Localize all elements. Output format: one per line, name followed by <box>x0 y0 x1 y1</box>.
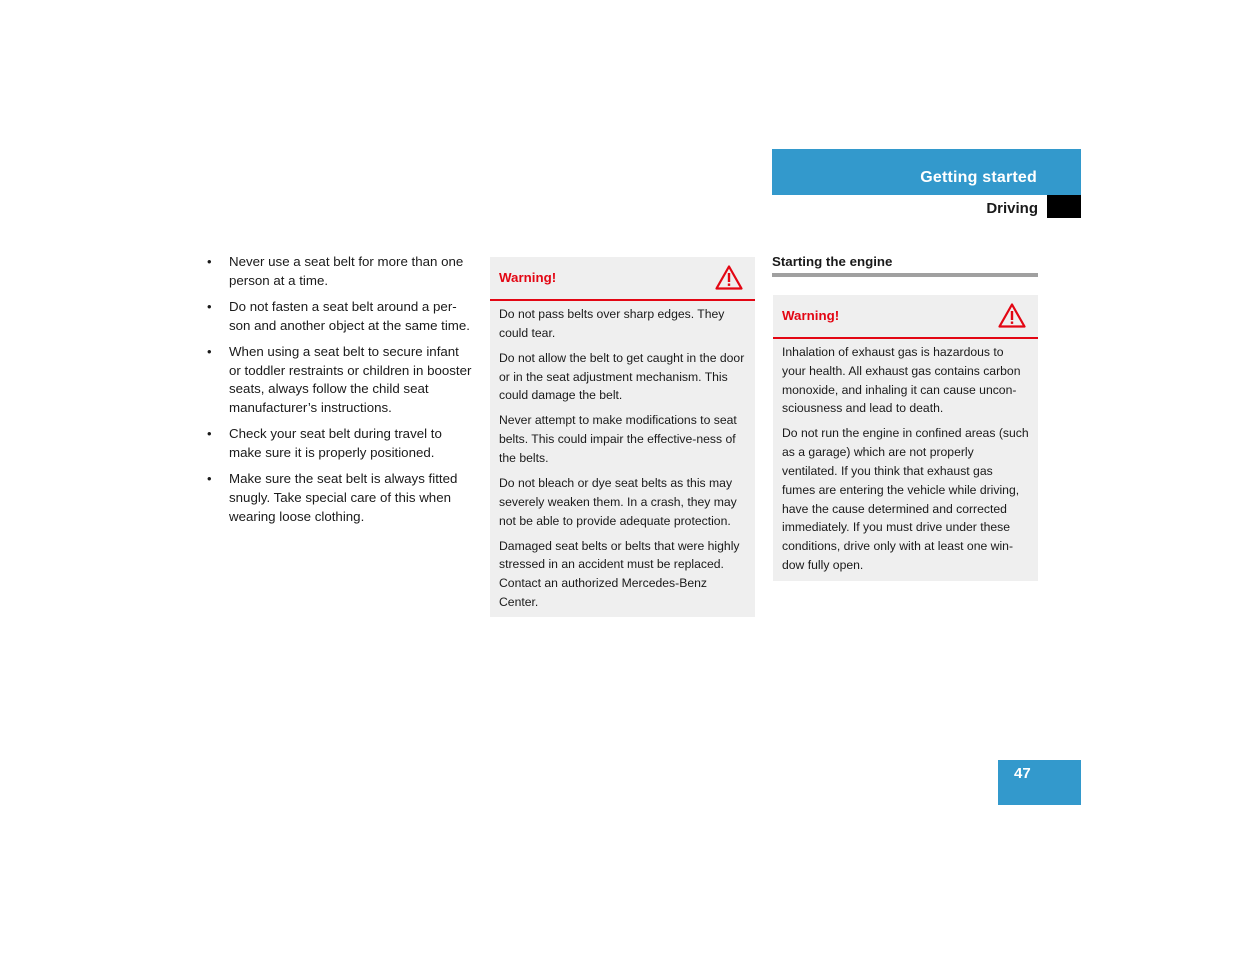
warning-paragraph: Do not bleach or dye seat belts as this may severely weaken them. In a crash, they may not be able to provide adequate protection. <box>499 475 737 528</box>
warning-triangle-icon <box>715 265 743 290</box>
warning-paragraph: Never attempt to make modifications to seat belts. This could impair the effective-ness of the belts. <box>499 413 737 465</box>
page-number-tab <box>998 760 1081 805</box>
warning-header <box>490 257 755 301</box>
warning-body <box>773 339 1038 587</box>
warning-triangle-icon <box>998 303 1026 328</box>
warning-label: Warning! <box>499 270 557 285</box>
exhaust-warning-box <box>773 295 1038 581</box>
bullet-icon: • <box>207 299 212 314</box>
page-number: 47 <box>1014 765 1031 782</box>
seat-belt-safety-list <box>207 253 473 534</box>
bullet-icon: • <box>207 344 212 359</box>
list-item <box>207 343 473 418</box>
warning-paragraph: Do not pass belts over sharp edges. They could tear. <box>499 307 725 340</box>
bullet-icon: • <box>207 426 212 442</box>
section-heading: Starting the engine <box>772 253 1038 277</box>
warning-paragraph: Do not run the engine in confined areas (such as a garage) which are not properly ventilated. If you think that exhaust gas fumes are entering the vehicle while driving, have the cause determined and corrected immediately. If you must drive under these conditions, drive only with at least one win-dow fully open. <box>782 426 1029 572</box>
list-item-text: Never use a seat belt for more than one person at a time. <box>229 254 464 288</box>
warning-paragraph: Damaged seat belts or belts that were highly stressed in an accident must be replaced. Contact an authorized Mercedes-Benz Center. <box>499 538 740 609</box>
list-item-text: Check your seat belt during travel to make sure it is properly positioned. <box>229 426 442 461</box>
section-header-tab <box>772 149 1081 195</box>
warning-paragraph: Inhalation of exhaust gas is hazardous to your health. All exhaust gas contains carbon monoxide, and inhaling it can cause uncon-sciousness and lead to death. <box>782 345 1021 416</box>
list-item-text: Do not fasten a seat belt around a per-son and another object at the same time. <box>229 299 470 333</box>
seat-belt-warning-box <box>490 257 755 617</box>
list-item-text: Make sure the seat belt is always fitted snugly. Take special care of this when wearing loose clothing. <box>229 471 458 524</box>
thumb-index-marker <box>1047 195 1081 218</box>
warning-header <box>773 295 1038 339</box>
warning-body <box>490 301 755 624</box>
list-item <box>207 253 473 290</box>
list-item <box>207 298 473 335</box>
warning-paragraph: Do not allow the belt to get caught in the door or in the seat adjustment mechanism. This could damage the belt. <box>499 350 745 403</box>
list-item <box>207 470 473 526</box>
list-item <box>207 425 473 462</box>
list-item-text: When using a seat belt to secure infant or toddler restraints or children in booster seats, always follow the child seat manufacturer’s instructions. <box>229 344 472 416</box>
bullet-icon: • <box>207 254 212 269</box>
warning-label: Warning! <box>782 308 840 323</box>
section-title: Getting started <box>920 169 1037 186</box>
subsection-title: Driving <box>986 200 1038 217</box>
bullet-icon: • <box>207 471 212 487</box>
